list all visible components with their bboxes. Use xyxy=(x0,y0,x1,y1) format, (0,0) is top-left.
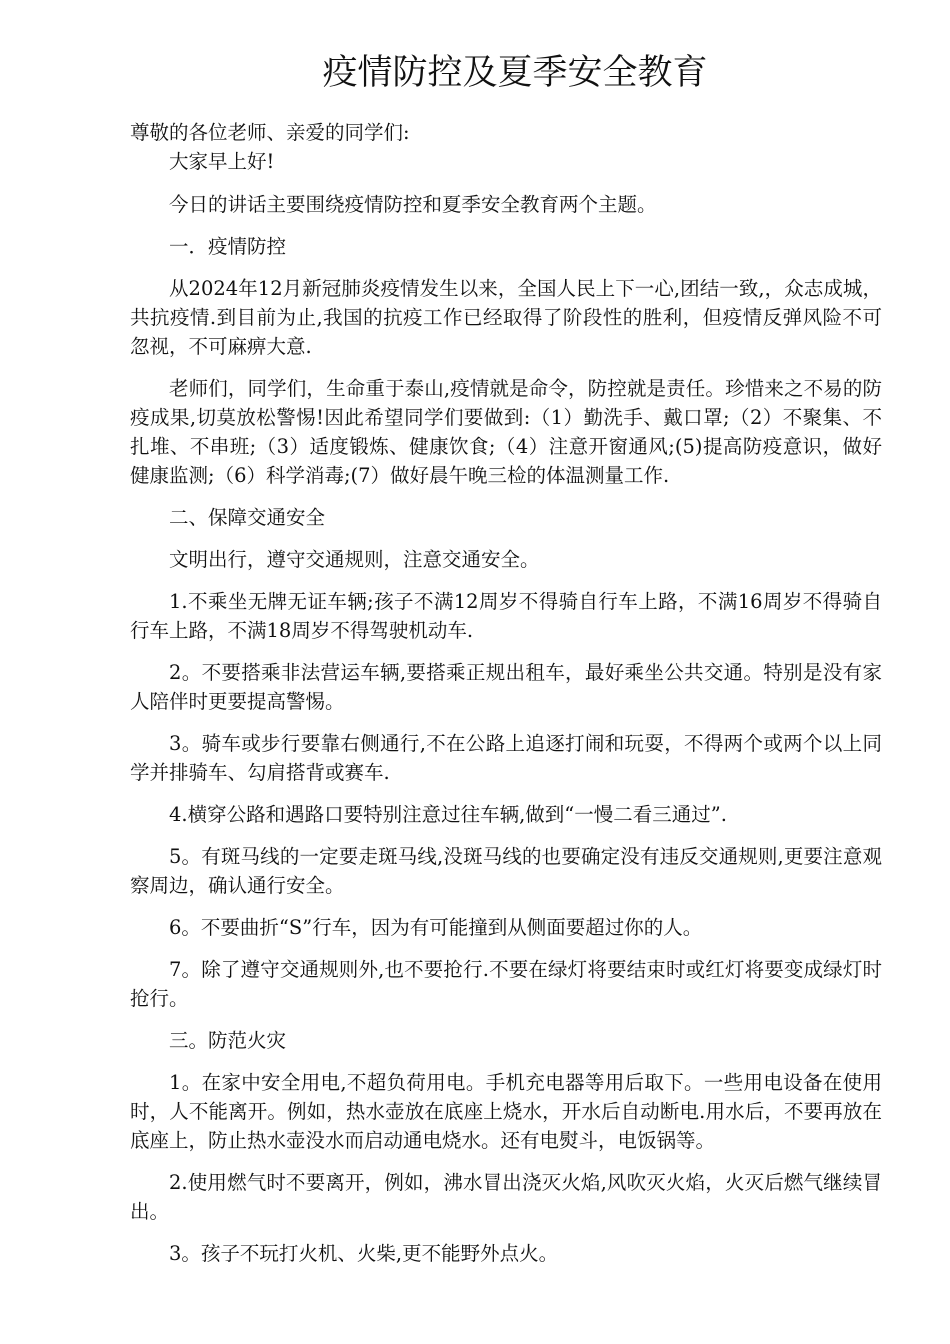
list-item: 3。骑车或步行要靠右侧通行,不在公路上追逐打闹和玩耍，不得两个或两个以上同学并排骑车、勾肩搭背或赛车. xyxy=(130,732,882,784)
paragraph: 老师们，同学们，生命重于泰山,疫情就是命令，防控就是责任。珍惜来之不易的防疫成果,切莫放松警惕!因此希望同学们要做到:（1）勤洗手、戴口罩;（2）不聚集、不扎堆、不串班;（3）适度锻炼、健康饮食;（4）注意开窗通风;(5)提高防疫意识，做好健康监测;（6）科学消毒;(7）做好晨午晚三检的体温测量工作. xyxy=(130,377,882,487)
list-item: 3。孩子不玩打火机、火柴,更不能野外点火。 xyxy=(169,1242,559,1265)
list-item: 6。不要曲折“S”行车，因为有可能撞到从侧面要超过你的人。 xyxy=(169,916,703,939)
list-item: 1。在家中安全用电,不超负荷用电。手机充电器等用后取下。一些用电设备在使用时，人不能离开。例如，热水壶放在底座上烧水，开水后自动断电.用水后，不要再放在底座上，防止热水壶没水而启动通电烧水。还有电熨斗，电饭锅等。 xyxy=(130,1071,882,1152)
list-item: 2.使用燃气时不要离开，例如，沸水冒出浇灭火焰,风吹灭火焰，火灭后燃气继续冒出。 xyxy=(130,1171,882,1223)
list-item: 5。有斑马线的一定要走斑马线,没斑马线的也要确定没有违反交通规则,更要注意观察周边，确认通行安全。 xyxy=(130,845,882,897)
paragraph-intro: 今日的讲话主要围绕疫情防控和夏季安全教育两个主题。 xyxy=(169,193,657,216)
paragraph: 文明出行，遵守交通规则，注意交通安全。 xyxy=(169,548,540,571)
paragraph: 从2024年12月新冠肺炎疫情发生以来，全国人民上下一心,团结一致,，众志成城，共抗疫情.到目前为止,我国的抗疫工作已经取得了阶段性的胜利，但疫情反弹风险不可忽视，不可麻痹大意. xyxy=(130,277,882,358)
list-item: 7。除了遵守交通规则外,也不要抢行.不要在绿灯将要结束时或红灯将要变成绿灯时抢行。 xyxy=(130,958,882,1010)
section-heading-epidemic: 一．疫情防控 xyxy=(169,235,287,258)
document-title: 疫情防控及夏季安全教育 xyxy=(322,53,708,93)
section-heading-fire: 三。防范火灾 xyxy=(169,1029,287,1052)
document-body xyxy=(130,118,882,1281)
list-item: 2。不要搭乘非法营运车辆,要搭乘正规出租车，最好乘坐公共交通。特别是没有家人陪伴时更要提高警惕。 xyxy=(130,661,882,713)
list-item: 1.不乘坐无牌无证车辆;孩子不满12周岁不得骑自行车上路，不满16周岁不得骑自行车上路，不满18周岁不得驾驶机动车. xyxy=(130,590,882,642)
greeting: 大家早上好! xyxy=(169,150,275,173)
salutation: 尊敬的各位老师、亲爱的同学们: xyxy=(130,121,410,144)
section-heading-traffic: 二、保障交通安全 xyxy=(169,506,326,529)
list-item: 4.横穿公路和遇路口要特别注意过往车辆,做到“一慢二看三通过”. xyxy=(169,803,727,826)
